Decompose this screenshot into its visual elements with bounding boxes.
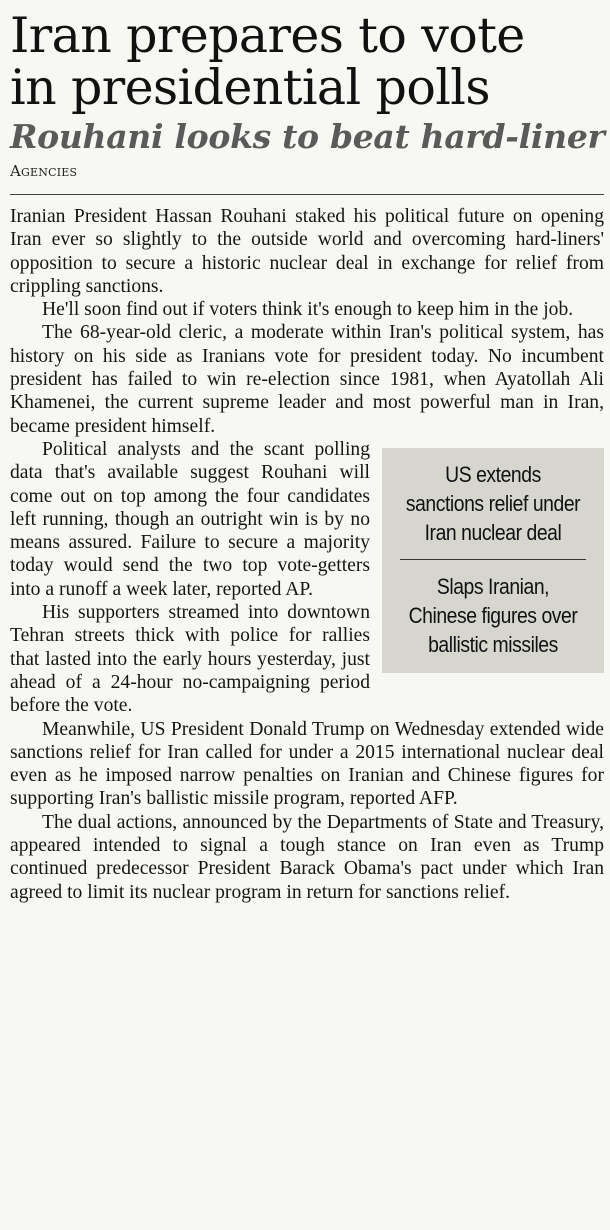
headline-line-1: Iran prepares to vote [10, 7, 525, 64]
header-divider [10, 194, 604, 195]
subheadline: Rouhani looks to beat hard-liner [10, 117, 605, 156]
headline [10, 7, 602, 116]
highlights-divider [400, 559, 586, 560]
headline-line-2: in presidential polls [10, 59, 490, 116]
highlight-2-line-2: Chinese figures over [408, 602, 578, 628]
paragraph-2: He'll soon find out if voters think it's enough to keep him in the job. [42, 299, 574, 321]
highlight-2-line-3: ballistic missiles [428, 631, 558, 657]
paragraph-3: The 68-year-old cleric, a moderate within Iran's political system, has history on his side as Iranians vote for president today. No incumbent president has failed to win re-election since 1981, when Ayatollah Ali Khamenei, the current supreme leader and most powerful man in Iran, became president himself. [10, 322, 604, 437]
paragraph-1: Iranian President Hassan Rouhani staked his political future on opening Iran ever so slightly to the outside world and overcoming hard-liners' opposition to secure a historic nuclear deal in exchange for relief from crippling sanctions. [10, 206, 604, 297]
highlight-1-line-3: Iran nuclear deal [424, 519, 562, 545]
article-body [10, 205, 604, 904]
paragraph-4: Political analysts and the scant polling data that's available suggest Rouhani will come out on top among the four candidates left running, though an outright win is by no means assured. Failure to secure a majority today would send the two top vote-getters into a runoff a week later, reported AP. [10, 438, 370, 600]
highlight-1-line-1: US extends [445, 461, 541, 487]
paragraph-7: The dual actions, announced by the Departments of State and Treasury, appeared intended to signal a tough stance on Iran even as Trump continued predecessor President Barack Obama's pact under which Iran agreed to limit its nuclear program in return for sanctions relief. [10, 811, 604, 903]
highlight-1-line-2: sanctions relief under [405, 490, 581, 516]
byline: Agencies [10, 162, 78, 180]
paragraph-6: Meanwhile, US President Donald Trump on Wednesday extended wide sanctions relief for Iran called for under a 2015 international nuclear deal even as he imposed narrow penalties on Iranian and Chinese figures for supporting Iran's ballistic missile program, reported AFP. [10, 718, 604, 810]
highlight-2-line-1: Slaps Iranian, [436, 573, 550, 599]
paragraph-5: His supporters streamed into downtown Tehran streets thick with police for rallies that lasted into the early hours yesterday, just ahead of a 24-hour no-campaigning period before the vote. [10, 602, 370, 717]
highlights-box [382, 448, 604, 673]
